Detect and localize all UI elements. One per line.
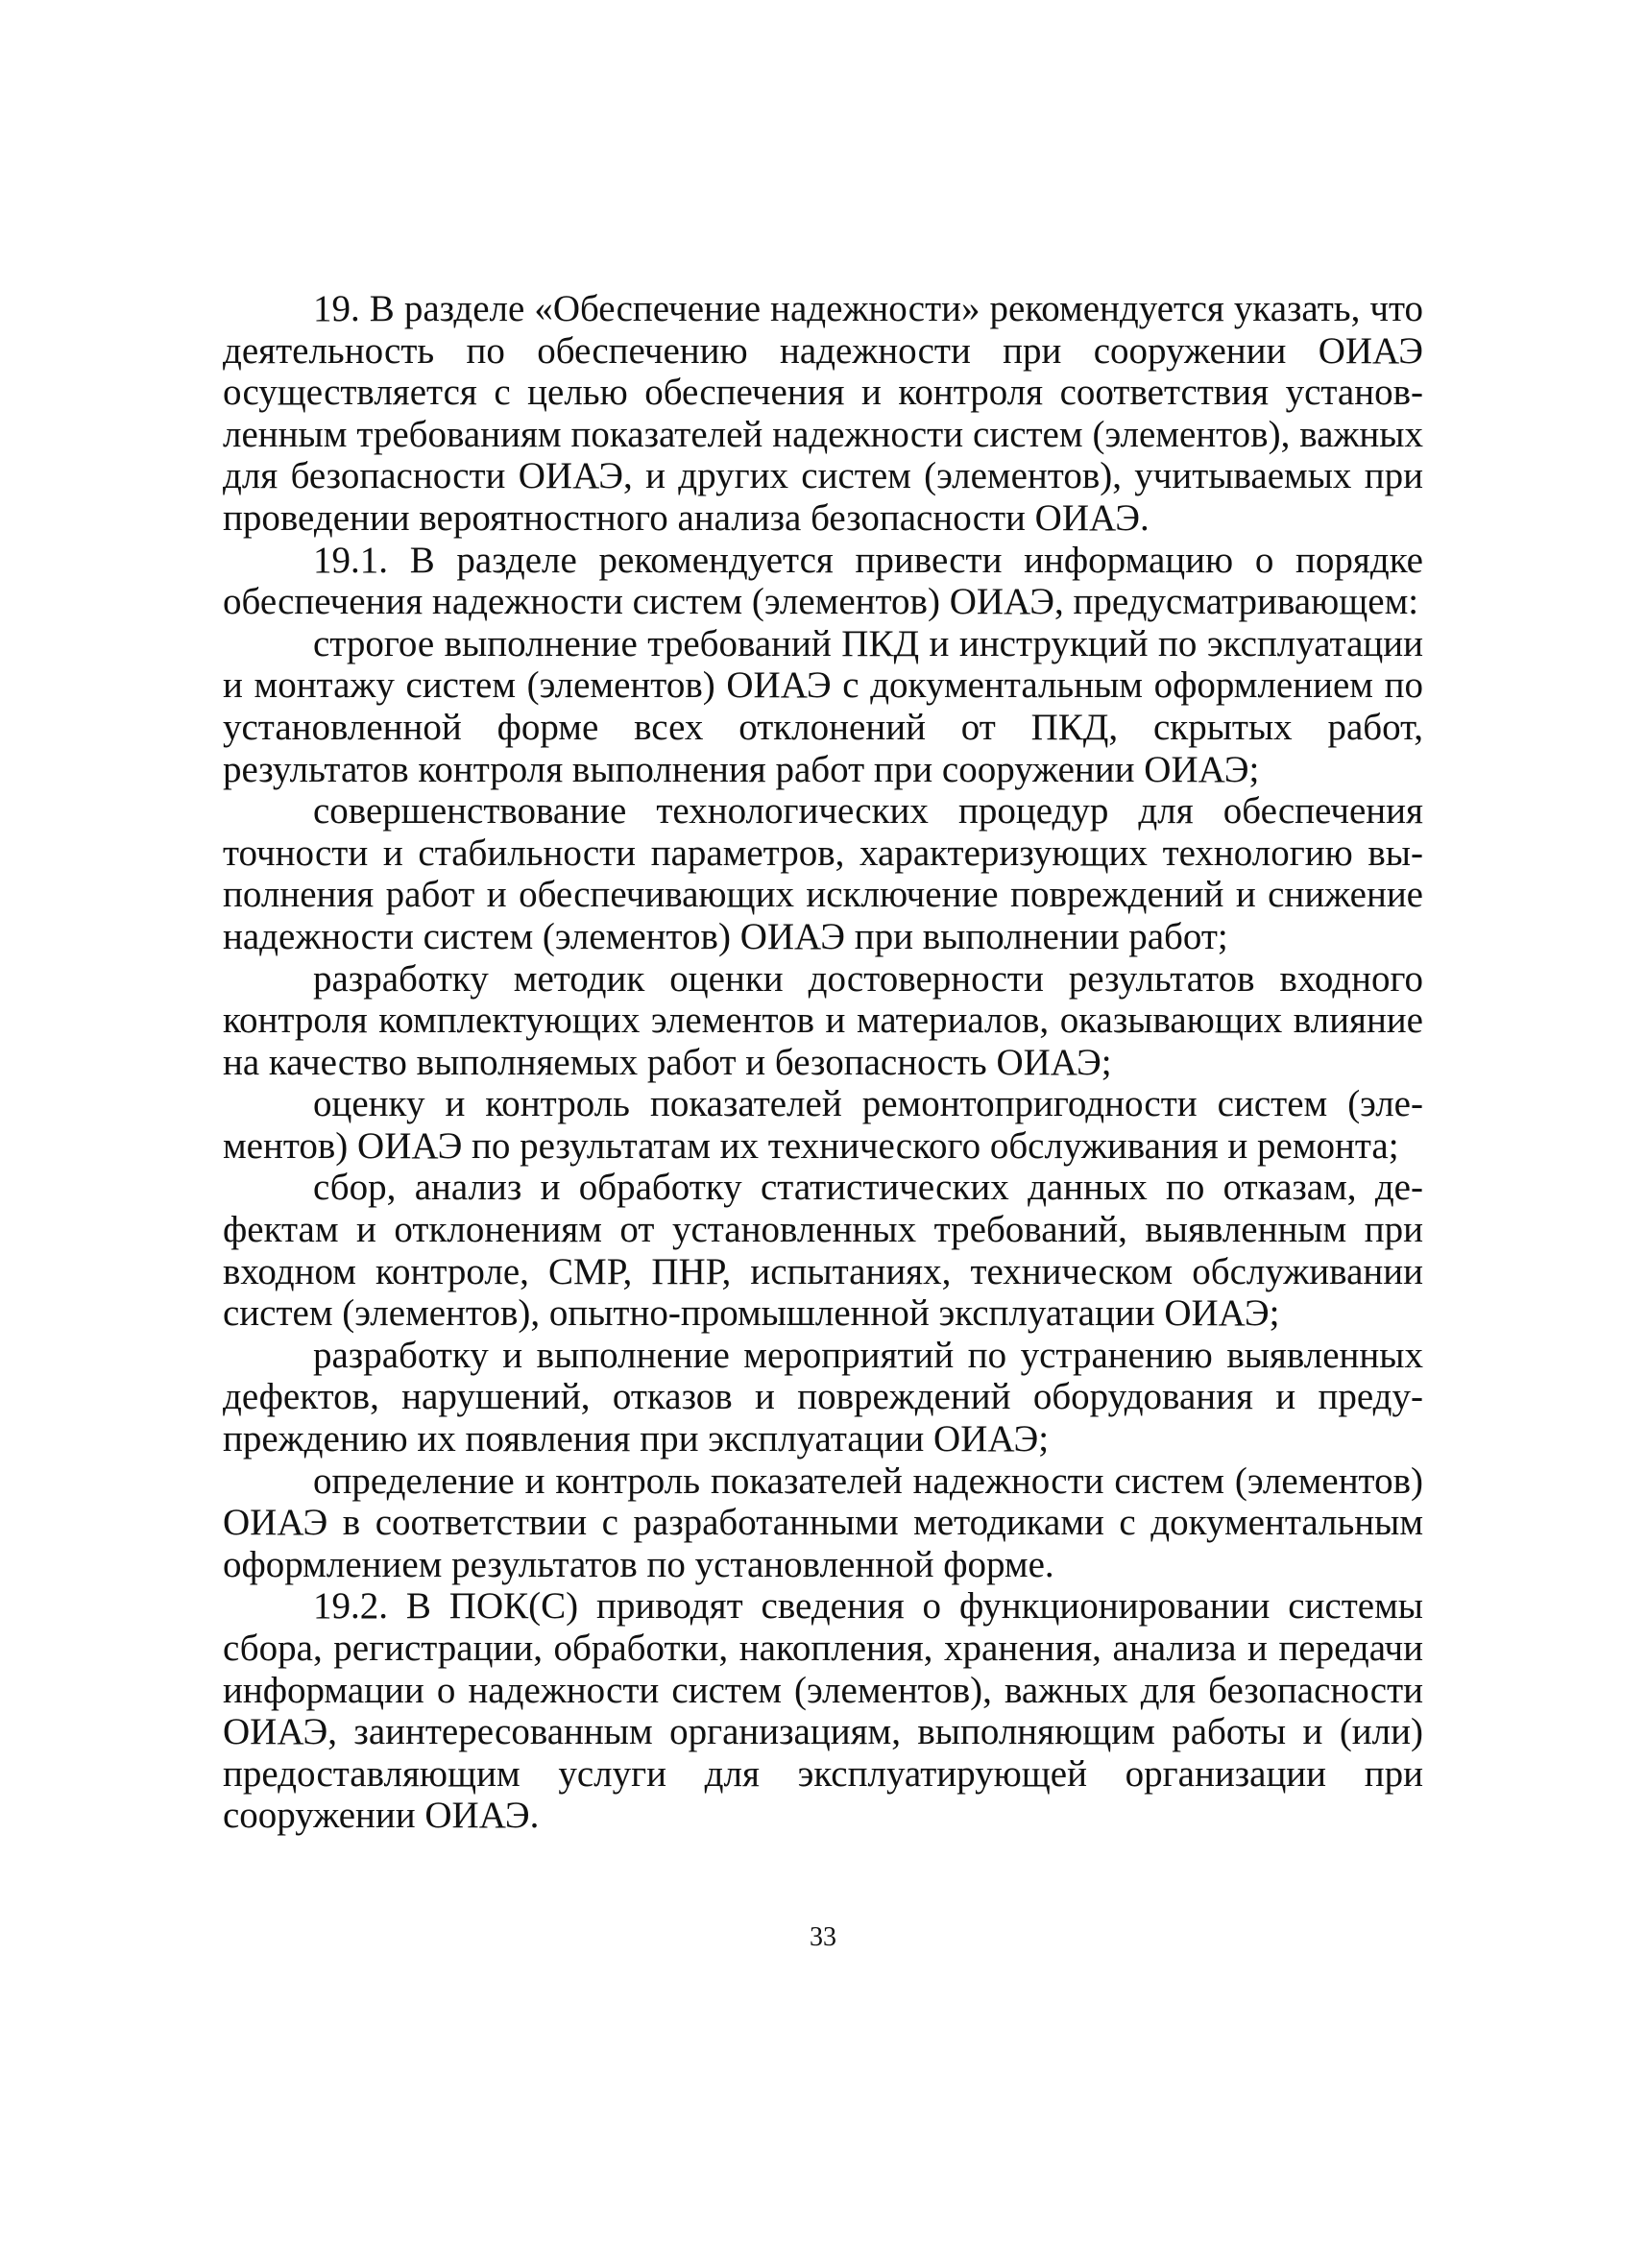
list-item-statistics: сбор, анализ и обработку статистических данных по отказам, дефектам и отклонениям от установленных требований, выявленным при входном контроле, СМР, ПНР, испытаниях, техническом обслуживании систем (элементов), опытно-промышленной эксплуатации ОИАЭ;	[223, 1167, 1423, 1335]
paragraph-19-2: 19.2. В ПОК(С) приводят сведения о функционировании системы сбора, регистрации, обработки, накопления, хранения, анализа и передачи информации о надежности систем (элементов), важных для безопасности ОИАЭ, заинтересованным организациям, выполняющим работы и (или) предоставляющим услуги для эксплуатирующей организации при сооружении ОИАЭ.	[223, 1585, 1423, 1837]
list-item-method-development: разработку методик оценки достоверности результатов входного контроля комплектующих элементов и материалов, оказывающих влияние на качество выполняемых работ и безопасность ОИАЭ;	[223, 957, 1423, 1083]
body-text	[223, 288, 1423, 1837]
list-item-maintainability: оценку и контроль показателей ремонтопригодности систем (элементов) ОИАЭ по результатам их технического обслуживания и ремонта;	[223, 1083, 1423, 1167]
list-item-defect-measures: разработку и выполнение мероприятий по устранению выявленных дефектов, нарушений, отказов и повреждений оборудования и предупреждению их появления при эксплуатации ОИАЭ;	[223, 1334, 1423, 1460]
list-item-strict-compliance: строгое выполнение требований ПКД и инструкций по эксплуатации и монтажу систем (элементов) ОИАЭ с документальным оформлением по установленной форме всех отклонений от ПКД, скрытых работ, результатов контроля выполнения работ при сооружении ОИАЭ;	[223, 622, 1423, 790]
paragraph-19-1: 19.1. В разделе рекомендуется привести информацию о порядке обеспечения надежности систем (элементов) ОИАЭ, предусматривающем:	[223, 539, 1423, 623]
list-item-reliability-indicators: определение и контроль показателей надежности систем (элементов) ОИАЭ в соответствии с разработанными методиками с документальным оформлением результатов по установленной форме.	[223, 1460, 1423, 1585]
paragraph-19: 19. В разделе «Обеспечение надежности» рекомендуется указать, что деятельность по обеспечению надежности при сооружении ОИАЭ осуществляется с целью обеспечения и контроля соответствия установленным требованиям показателей надежности систем (элементов), важных для безопасности ОИАЭ, и других систем (элементов), учитываемых при проведении вероятностного анализа безопасности ОИАЭ.	[223, 288, 1423, 539]
list-item-technology-improvement: совершенствование технологических процедур для обеспечения точности и стабильности параметров, характеризующих технологию выполнения работ и обеспечивающих исключение повреждений и снижение надежности систем (элементов) ОИАЭ при выполнении работ;	[223, 790, 1423, 957]
page-number: 33	[810, 1922, 836, 1952]
